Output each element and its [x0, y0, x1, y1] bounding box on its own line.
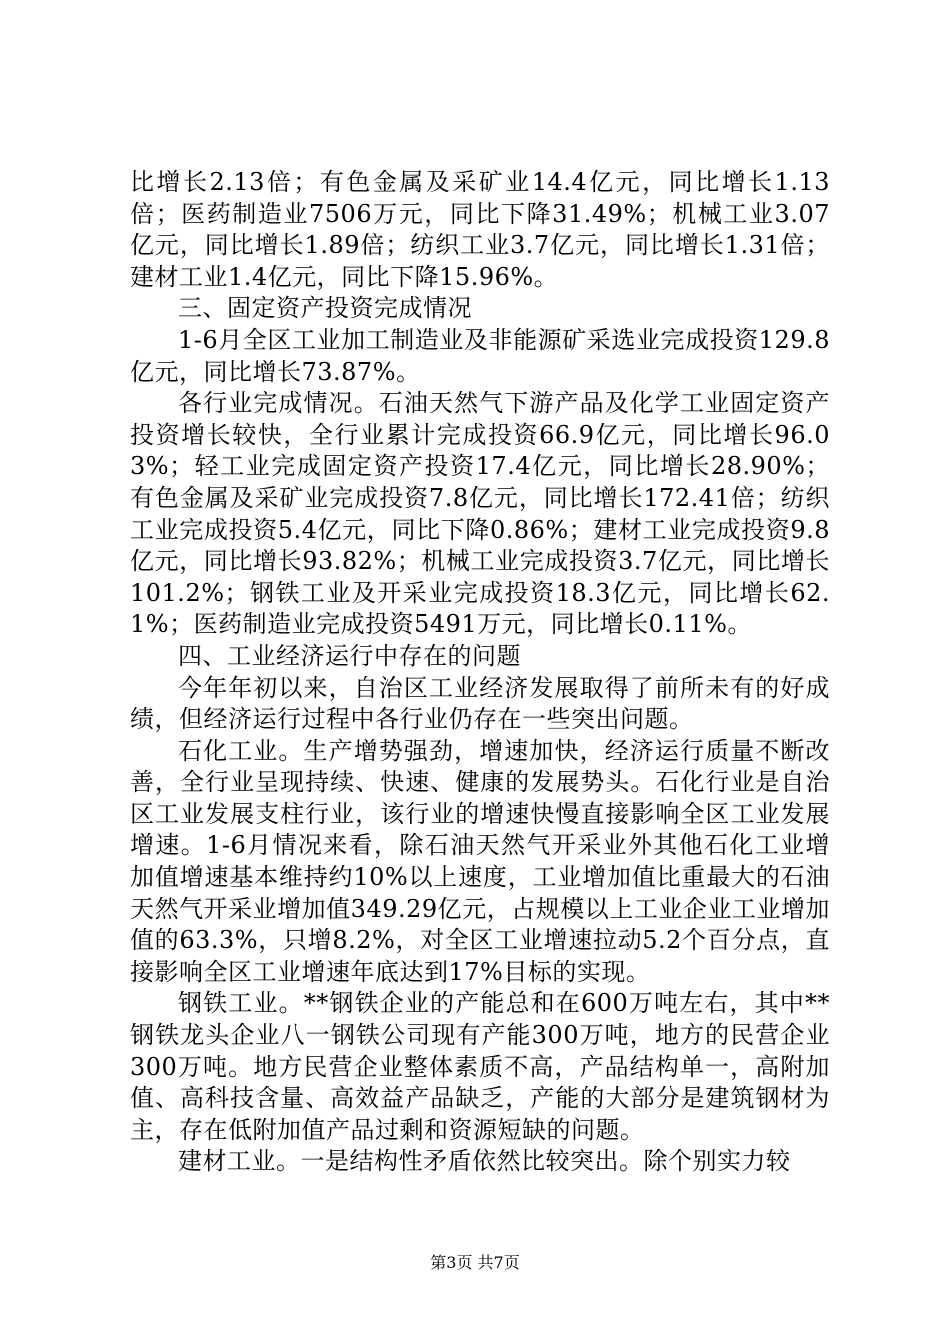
- paragraph-petrochemical: 石化工业。生产增势强劲，增速加快，经济运行质量不断改善，全行业呈现持续、快速、健康的发展势头。石化行业是自治区工业发展支柱行业，该行业的增速快慢直接影响全区工业发展增速。1-6月情况来看，除石油天然气开采业外其他石化工业增加值增速基本维持约10%以上速度，工业增加值比重最大的石油天然气开采业增加值349.29亿元，占规模以上工业企业工业增加值的63.3%，只增8.2%，对全区工业增速拉动5.2个百分点，直接影响全区工业增速年底达到17%目标的实现。: [130, 736, 830, 986]
- section-heading-fixed-asset-investment: 三、固定资产投资完成情况: [178, 294, 472, 323]
- paragraph-building-materials: 建材工业。一是结构性矛盾依然比较突出。除个别实力较: [178, 1147, 791, 1176]
- paragraph-investment-by-industry: 各行业完成情况。石油天然气下游产品及化学工业固定资产投资增长较快，全行业累计完成投资66.9亿元，同比增长96.03%；轻工业完成固定资产投资17.4亿元，同比增长28.90%；有色金属及采矿业完成投资7.8亿元，同比增长172.41倍；纺织工业完成投资5.4亿元，同比下降0.86%；建材工业完成投资9.8亿元，同比增长93.82%；机械工业完成投资3.7亿元，同比增长101.2%；钢铁工业及开采业完成投资18.3亿元，同比增长62.1%；医药制造业完成投资5491万元，同比增长0.11%。: [130, 389, 830, 639]
- page-footer: 第3页 共7页: [430, 1253, 520, 1272]
- paragraph-growth-by-industry: 比增长2.13倍；有色金属及采矿业14.4亿元，同比增长1.13倍；医药制造业7506万元，同比下降31.49%；机械工业3.07亿元，同比增长1.89倍；纺织工业3.7亿元，同比增长1.31倍；建材工业1.4亿元，同比下降15.96%。: [130, 168, 830, 291]
- document-body: [130, 167, 830, 1178]
- paragraph-problems-intro: 今年年初以来，自治区工业经济发展取得了前所未有的好成绩，但经济运行过程中各行业仍存在一些突出问题。: [130, 673, 830, 734]
- paragraph-investment-total: 1-6月全区工业加工制造业及非能源矿采选业完成投资129.8亿元，同比增长73.87%。: [130, 325, 830, 386]
- section-heading-problems: 四、工业经济运行中存在的问题: [178, 641, 521, 670]
- paragraph-steel: 钢铁工业。**钢铁企业的产能总和在600万吨左右，其中**钢铁龙头企业八一钢铁公司现有产能300万吨，地方的民营企业300万吨。地方民营企业整体素质不高，产品结构单一，高附加值、高科技含量、高效益产品缺乏，产能的大部分是建筑钢材为主，存在低附加值产品过剩和资源短缺的问题。: [130, 989, 830, 1144]
